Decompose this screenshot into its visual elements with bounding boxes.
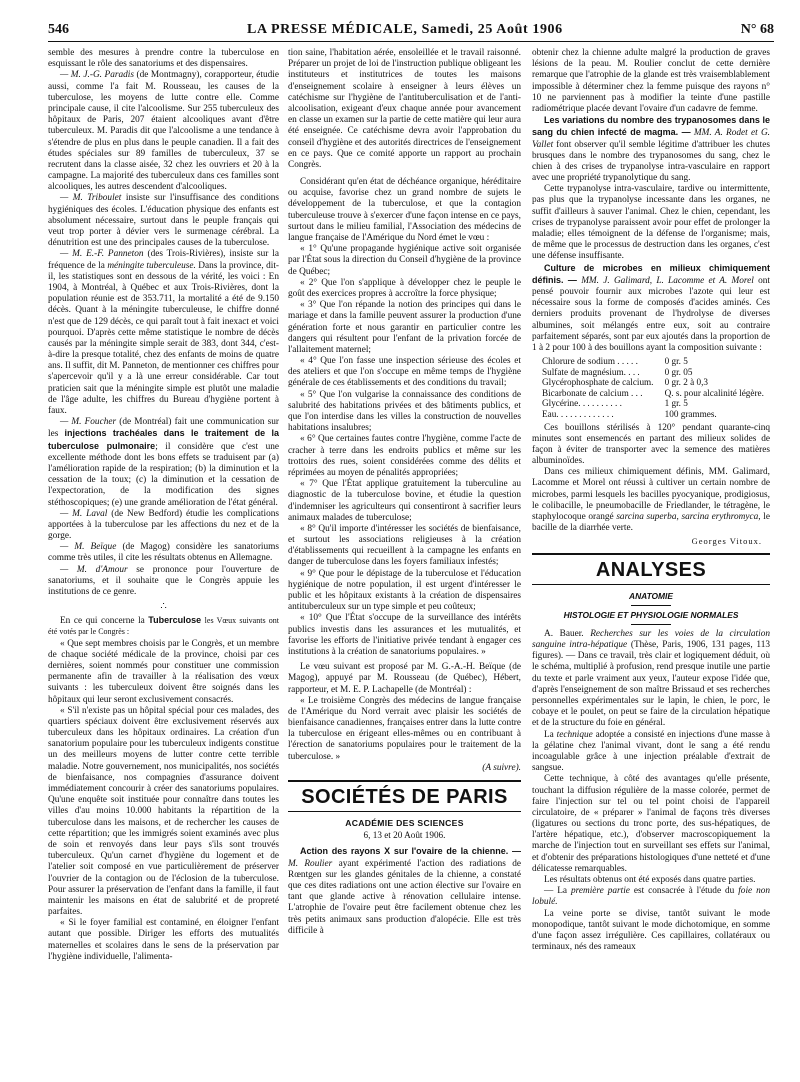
paragraph: — M. E.-F. Panneton (des Trois-Rivières), insiste sur la fréquence de la méningite tuberculeuse. Dans la province, dit-il, les statistiques sont en dessous de la vérité, les voici : En 1904, à Montréal, à Québec et aux Trois-Rivières, dont la population réunie est de 353.711, la mortalité a été de 9.150 décès. Quant à la méningite tuberculeuse, le chiffre donné n'est que de 129 décès, ce qui paraît tout à fait inexact et voici pourquoi. D'après cette même statistique le nombre de décès causés par la méningite simple serait de 383, dont 344, c'est-à-dire la presque totalité, chez des enfants de moins de quatre ans. Il suffit, dit M. Panneton, de mentionner ces chiffres pour s'apercevoir qu'il y a là une erreur considérable. Car tout praticien sait que la méningite simple est plutôt une maladie de l'âge adulte, les chiffres du Bureau d'hygiène portent à faux. [48,249,279,416]
paragraph: En ce qui concerne la Tuberculose les Vœux suivants ont été votés par le Congrès : [48,615,279,637]
paragraph: tion saine, l'habitation aérée, ensoleillée et le travail raisonné. Préparer un projet de loi de l'instruction publique obligeant les instituteurs et institutrices de toutes les maisons d'enseignement scolaire à enseigner à leurs élèves un catéchisme sur l'hygiène de l'antituberculisation et de l'anti-alcoolisation, exigeant d'eux chaque année pour avancement en classe un examen sur la partie de cette matière qui leur aura été enseignée. Ce catéchisme devra avoir l'approbation du conseil d'hygiène et des autorités directrices de l'enseignement en ce pays. Que ce comité apporte un rapport au prochain Congrès. [288,48,521,170]
table-row: Glycérophosphate de calcium. 0 gr. 2 à 0,3 [542,377,709,388]
speaker-name: — M. d'Amour [60,564,128,575]
paragraph: Les variations du nombre des trypanosomes dans le sang du chien infecté de magma. — MM. A. Rodet et G. Vallet font observer qu'il semble légitime d'attribuer les chutes brusques dans le nombre des trypanosomes du sang, chez le chien à des crises de trypanolyse intra-vasculaire en rapport avec une propriété trypanolytique du sang. [532,115,770,184]
to-be-continued: (A suivre). [482,762,521,773]
paragraph: Les résultats obtenus ont été exposés dans quatre parties. [544,875,756,886]
paragraph: La veine porte se divise, tantôt suivant le mode monopodique, tantôt suivant le mode dichotomique, en somme d'une façon assez irrégulière. Ces capillaires, collatéraux ou terminaux, nés des rameaux [532,908,770,953]
subsection-heading: ANATOMIE [629,590,673,601]
paragraph: semble des mesures à prendre contre la tuberculose en esquissant le rôle des sanatoriums et des dispensaires. [48,48,279,70]
table-row: Eau. . . . . . . . . . . . . 100 grammes. [542,408,717,419]
composition-table [532,356,770,419]
speaker-name: — M. Laval [60,508,108,519]
author-name: MM. A. Rodet et G. Vallet [532,128,770,150]
publication-title: LA PRESSE MÉDICALE, Samedi, 25 Août 1906 [247,22,563,37]
paragraph: « Si le foyer familial est contaminé, en éloigner l'enfant autant que possible. Diriger les efforts des mutualités maternelles et scolaires dans le sens de la préservation par l'hygiène individuelle, l'alimenta- [48,918,279,962]
page-header [48,14,774,42]
table-row: Chlorure de sodium . . . . . 0 gr. 5 [542,356,688,367]
paragraph: — M. Beïque (de Magog) considère les sanatoriums comme très utiles, il cite les résultats obtenus en Allemagne. [48,542,279,564]
paragraph: Ces bouillons stérilisés à 120° pendant quarante-cinq minutes sont ensemencés en partant des milieux solides de façon à éviter de transporter avec la semence des matières albuminoïdes. [532,422,770,467]
paragraph: La technique adoptée a consisté en injections d'une masse à la gélatine chez l'animal vivant, dont le sang a été rendu incoagulable grâce à une injection préalable d'extrait de sangsue. [532,729,770,774]
vote-item: « 8° Qu'il importe d'intéresser les sociétés de bienfaisance, et surtout les associations religieuses à la création d'établissements qui recueillent à la campagne les enfants en danger de tuberculose dans les foyers familiaux infestés; [288,523,521,568]
paragraph: Cette technique, à côté des avantages qu'elle présente, touchant la diffusion régulière de la masse colorée, permet de faire l'injection sur tel ou tel point choisi de l'appareil circulatoire, de « préparer » l'animal de façons très diverses (ligatures ou sections du tronc porte, des sus-hépatiques, de l'artère hépatique, etc.), d'observer macroscopiquement la marche de l'injection tout en surveillant ses effets sur l'animal, et d'obtenir des préparations histologiques d'une netteté et d'une délicatesse remarquables. [532,774,770,874]
speaker-name: — M. E.-F. Panneton [60,249,144,260]
paragraph: A. Bauer. Recherches sur les voies de la circulation sanguine intra-hépatique (Thèse, Paris, 1906, 131 pages, 113 figures). — Dans ce travail, très clair et logiquement déduit, où le schéma, multiplié à profusion, rend presque inutile une partie du texte et parle vraiment aux yeux, l'auteur expose l'idée que, d'après l'enseignement de son maître Brissaud et ses recherches personnelles expérimentales sur le lapin, le chien, le porc, le cobaye et le poulet, on peut se faire de la circulation hépatique et de la structure du foie en général. [532,628,770,729]
vote-item: « 5° Que l'on vulgarise la connaissance des conditions de salubrité des habitations privées et des bâtiments publics, et que l'on interdise dans les villes la construction de nouvelles habitations insalubres; [288,389,521,434]
paragraph: — M. Laval (de New Bedford) étudie les complications apportées à la tuberculose par les affections du nez et de la gorge. [48,508,279,542]
author-name: MM. J. Galimard, L. Lacomme et A. Morel [581,275,754,286]
page-number: 546 [48,22,69,37]
paragraph: Culture de microbes en milieux chimiquement définis. — MM. J. Galimard, L. Lacomme et A. Morel ont pensé pouvoir fournir aux microbes l'azote qui leur est nécessaire sous la forme de composés d'acides aminés. Ces derniers produits provenant de l'hydrolyse de diverses albumines, soit mélangés entre eux, soit au contraire parfaitement séparés, sont par eux ajoutés dans la proportion de 1 à 2 pour 100 à des bouillons ayant la composition suivante : [532,262,770,353]
section-heading-analyses: ANALYSES [532,553,770,585]
paragraph: — La première partie est consacrée à l'étude du foie non lobulé. [532,886,770,908]
speaker-name: — M. Foucher [60,417,117,428]
paragraph: Cette trypanolyse intra-vasculaire, tardive ou intermittente, pas plus que la trypanolyse incessante dans les organes, ne suffit d'ailleurs à sauver l'animal. Chez le chien, cependant, les crises de trypanolyse paraissent avoir pour effet de prolonger la maladie; elles témoignent de la défense de l'organisme; mais, de même que le processus de destruction dans les organes, c'est une défense insuffisante. [532,184,770,262]
paragraph: « Le troisième Congrès des médecins de langue française de l'Amérique du Nord verrait avec plaisir les sociétés de bienfaisance canadiennes, françaises entrer dans la lutte contre la tuberculose en érigeant elles-mêmes ou en contribuant à l'érection de sanatoriums populaires pour le traitement de la tuberculose. » [288,695,521,762]
divider [631,624,671,625]
vote-item: « 6° Que certaines fautes contre l'hygiène, comme l'acte de cracher à terre dans les endroits publics et même sur les trottoirs des rues, soient considérées comme des délits et réprimées au moyen de pénalités appropriées; [288,434,521,478]
section-separator: ∴ [160,601,167,613]
author-name: M. Roulier [288,858,333,869]
paragraph: — M. Foucher (de Montréal) fait une communication sur les injections trachéales dans le traitement de la tuberculose pulmonaire; il considère que c'est une excellente méthode dont les bons effets se traduisent par (a) l'amélioration rapide de la respiration; (b) la diminution et la cessation de la toux; (c) la diminution et la cessation de l'expectoration, de la modification des signes stéthoscopiques; (e) une grande amélioration de l'état général. [48,417,279,508]
paragraph: obtenir chez la chienne adulte malgré la production de graves lésions de la peau. M. Roulier conclut de cette dernière remarque que l'atrophie de la glande est très vraisemblablement impossible à déterminer chez la femme puisque des rayons n° 10 ne parviennent pas à modifier la teinte d'une pastille radiométrique placée devant l'ovaire d'un cadavre de femme. [532,48,770,114]
column-3 [532,48,770,1074]
speaker-name: — M. Triboulet [60,193,122,204]
paragraph: « Que sept membres choisis par le Congrès, et un membre de chaque société médicale de la province, choisi par ces dernières, soient nommés pour constituer une commission permanente afin de travailler à la réalisation des vœux suivants : les tuberculeux doivent être soignés dans les hôpitaux qui leur seront exclusivement consacrés. [48,638,279,705]
speaker-name: — M. J.-G. Paradis [60,70,134,81]
column-1 [48,48,279,1074]
work-title: Recherches sur les voies de la circulation sanguine intra-hépatique [532,628,770,651]
article-title: Action des rayons X sur l'ovaire de la chienne. — [300,846,521,857]
paragraph: Dans ces milieux chimiquement définis, MM. Galimard, Lacomme et Morel ont réussi à cultiver un certain nombre de microbes, parmi lesquels les bacilles pyocyanique, prodigiosus, le colibacille, le pneumobacille de Friedlander, le tétragène, le staphylocoque orangé sarcina superba, sarcina erythromyca, le bacille de la diarrhée verte. [532,467,770,534]
speaker-name: — M. Beïque [60,542,117,553]
signature: Georges Vitoux. [691,536,762,547]
vote-item: « 7° Que l'État applique gratuitement la tuberculine au diagnostic de la tuberculose bovine, et étudie la question d'indemniser les agriculteurs qui consentiront à sacrifier leurs animaux malades de tuberculose; [288,479,521,523]
vote-item: « 4° Que l'on fasse une inspection sérieuse des écoles et des ateliers et que l'on s'occupe en même temps de l'hygiène générale de ces établissements et des conditions du travail; [288,356,521,389]
article-title: Les variations du nombre des trypanosomes dans le sang du chien infecté de magma. — [532,115,770,138]
paragraph: « S'il n'existe pas un hôpital spécial pour ces malades, des quartiers spéciaux doivent être exclusivement réservés aux tuberculeux dans les hôpitaux ordinaires. La création d'un sanatorium populaire pour les tuberculeux indigents constitue un des meilleurs moyens de lutter contre cette terrible maladie. Notre gouvernement, nos municipalités, nos sociétés de bienfaisance, nos compagnies d'assurance doivent immédiatement concourir à créer des sanatoriums populaires. Qu'une enquête soit instituée pour connaître dans toutes les villes d'au moins 10.000 habitants la répartition de la tuberculose dans les maisons, et de rechercher les causes de cette répartition; que les immigrés soient examinés avec plus de soin et renvoyés dans leur pays s'ils sont trouvés tuberculeux. Qu'un carnet d'hygiène du logement et de l'atelier soit composé en vue particulièrement de préserver l'ouvrier de la contagion ou de l'éclosion de la tuberculose. Pour assurer la préservation de l'enfant dans la famille, il faut maintenir les maisons en état de salubrité et de propreté parfaites. [48,705,279,918]
vote-item: « 1° Qu'une propagande hygiénique active soit organisée par l'État sous la direction du Conseil d'hygiène de la province de Québec; [288,244,521,277]
vote-item: « 9° Que pour le dépistage de la tuberculose et l'éducation hygiénique de notre population, il est urgent d'intéresser le public et les hôpitaux existants à la création de dispensaires antituberculeux sur un type simple et peu coûteux; [288,568,521,613]
author-name: A. Bauer. [544,628,584,639]
paragraph: — M. J.-G. Paradis (de Montmagny), corapporteur, étudie aussi, comme l'a fait M. Rousseau, les causes de la tuberculose, les moyens de lutte contre elle. Comme principale cause, il cite l'alcoolisme. Sur 255 tuberculeux des hôpitaux de Paris, 207 étaient alcooliques avant d'être tuberculeux. M. Paradis dit que l'alcoolisme a une tendance à s'étendre de plus en plus dans le peuple canadien. Il a fait des études spéciales sur 89 familles de tuberculeux, 37 se recrutent dans la classe aisée, 32 chez les ouvriers et 20 à la campagne. La majorité des tuberculeux dans ces familles sont alcooliques, les autres descendent d'alcooliques. [48,70,279,193]
vote-item: « 2° Que l'on s'applique à développer chez le peuple le goût des exercices propres à accroître la force physique; [288,277,521,299]
table-row: Bicarbonate de calcium . . . Q. s. pour alcalinité légère. [542,387,764,398]
vote-item: « 10° Que l'État s'occupe de la surveillance des intérêts publics investis dans les assurances et les mutualités, et favorise les efforts de l'initiative privée tendant à engager ces institutions à la création de sanatoriums populaires. » [288,613,521,657]
section-heading-societes: SOCIÉTÉS DE PARIS [288,780,521,812]
paragraph: — M. d'Amour se prononce pour l'ouverture de sanatoriums, et il souhaite que le Congrès appuie les institutions de ce genre. [48,564,279,597]
paragraph: — M. Triboulet insiste sur l'insuffisance des conditions hygiéniques des écoles. L'éducation physique des enfants est absolument nécessaire, surtout dans le peuple français qui veut trop porter à dévier vers le surmenage cérébral. La dénutrition est une des principales causes de la tuberculose. [48,193,279,249]
column-2 [288,48,521,1074]
paragraph: Considérant qu'en état de déchéance organique, héréditaire ou acquise, favorise chez un grand nombre de sujets le développement de la tuberculose, et que la contagion tuberculeuse trouve à s'exercer d'une façon intense en ce pays, surtout dans le milieu familial, l'Association des médecins de langue française de l'Amérique du Nord émet le vœu : [288,177,521,243]
table-row: Sulfate de magnésium. . . . 0 gr. 05 [542,366,693,377]
academy-heading: ACADÉMIE DES SCIENCES [345,818,464,828]
article-title: Culture de microbes en milieux chimiquement définis. — [532,262,770,285]
paragraph: Le vœu suivant est proposé par M. G.-A.-H. Beïque (de Magog), appuyé par M. Rousseau (de Québec), Hébert, rapporteur, et M. E. P. Lachapelle (de Montréal) : [288,662,521,695]
divider [631,605,671,606]
session-dates: 6, 13 et 20 Août 1906. [363,830,446,841]
subsection-heading: HISTOLOGIE ET PHYSIOLOGIE NORMALES [563,609,739,620]
vote-item: « 3° Que l'on répande la notion des principes qui dans le mariage et dans la famille peuvent assurer la production d'une génération forte et nous garantir en particulier contre les dangers qui résultent pour l'enfant de la privation forcée de l'allaitement maternel; [288,300,521,355]
issue-number: N° 68 [740,22,774,37]
table-row: Glycérine. . . . . . . . . . 1 gr. 5 [542,398,688,409]
paragraph: Action des rayons X sur l'ovaire de la chienne. — M. Roulier ayant expérimenté l'action des radiations de Rœntgen sur les glandes génitales de la chienne, a constaté que ces dites radiations ont une action élective sur l'ovaire en tant que glande active à rénovation cellulaire intense. L'atrophie de l'ovaire peut être facilement obtenue chez les très petits animaux sans production d'alopécie. Elle est très difficile à [288,846,521,936]
